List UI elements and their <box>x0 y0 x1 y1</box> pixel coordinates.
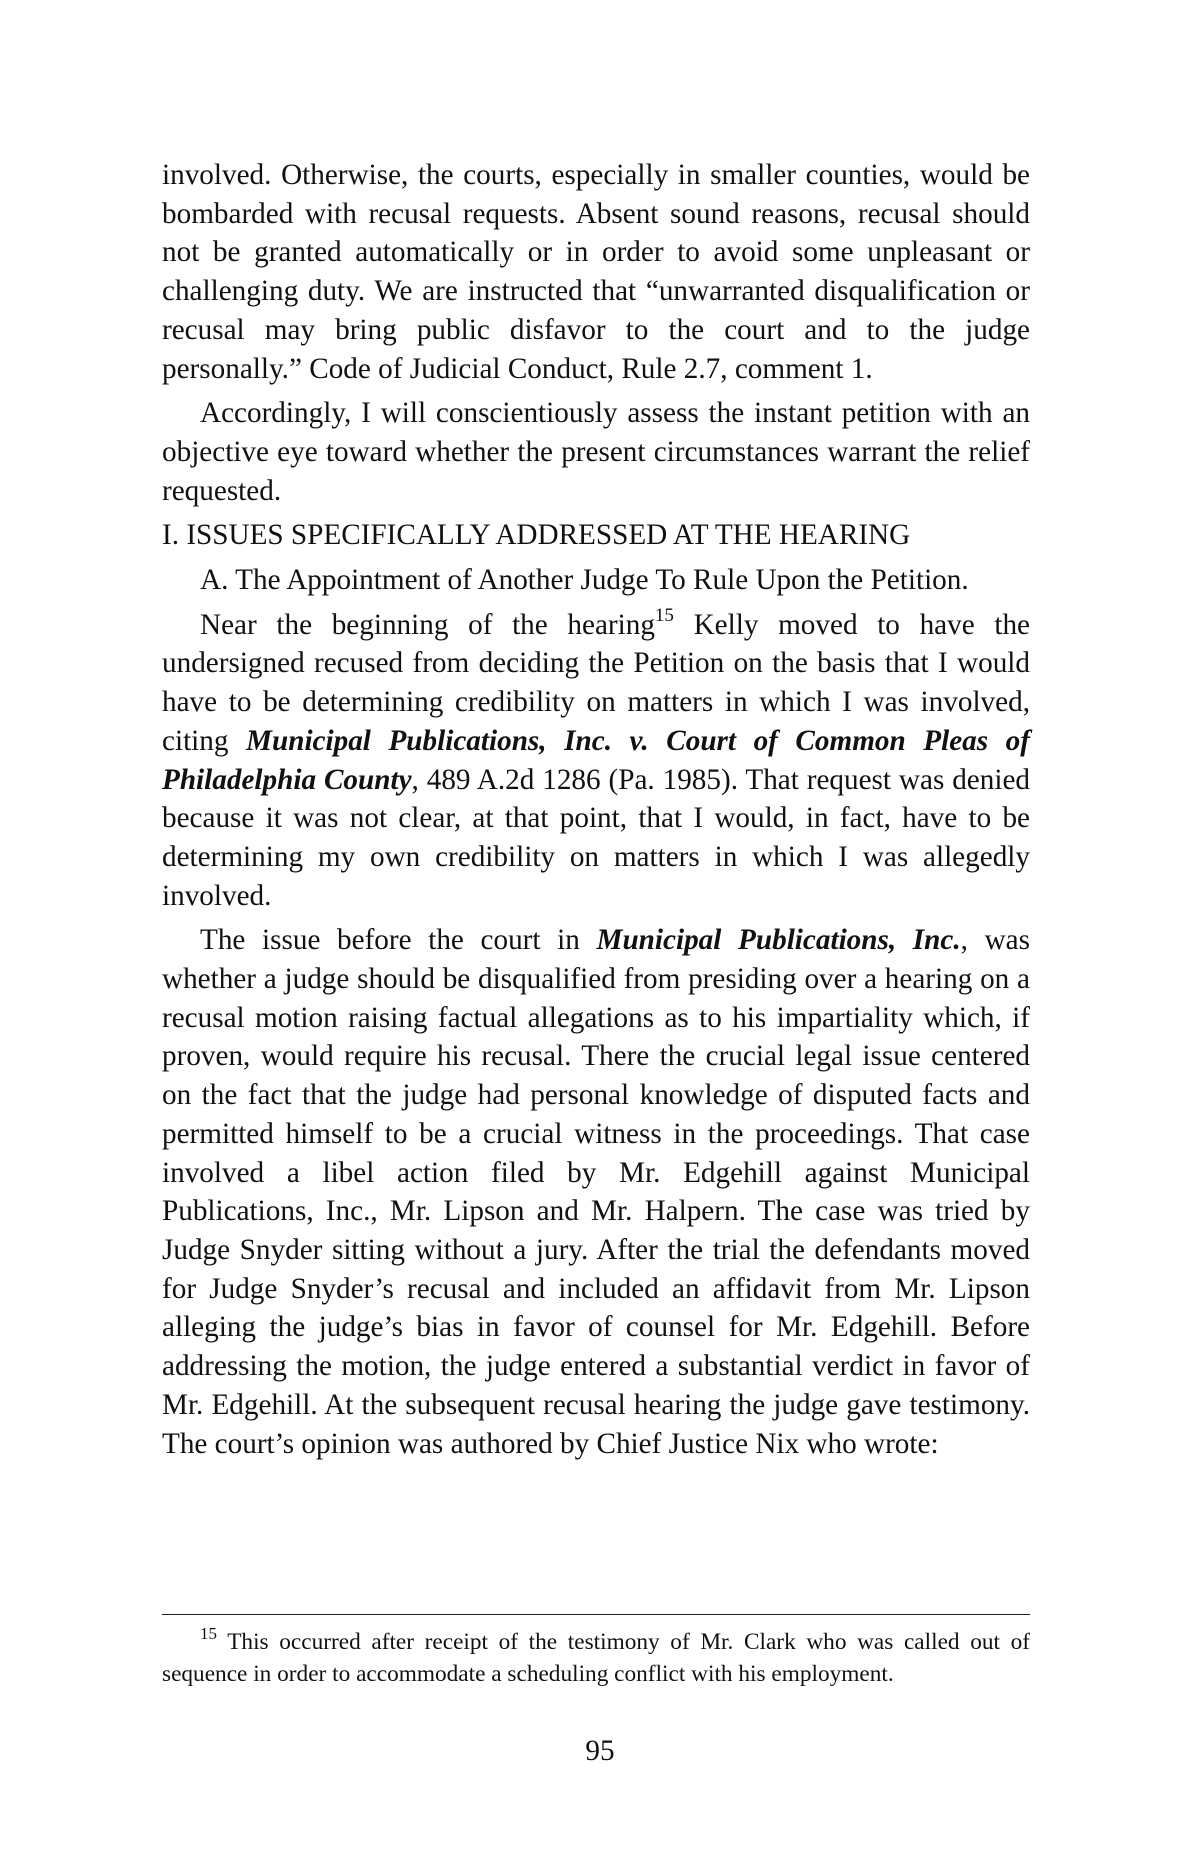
p4-text-before-case: The issue before the court in <box>200 924 597 957</box>
section-heading: I. ISSUES SPECIFICALLY ADDRESSED AT THE HEARING <box>162 519 911 552</box>
page-number: 95 <box>585 1735 615 1767</box>
footnote-reference: 15 <box>654 605 674 626</box>
case-citation-short: Municipal Publications, Inc. <box>596 924 961 957</box>
paragraph-near-beginning <box>162 606 1030 916</box>
p3-text-before-ref: Near the beginning of the hearing <box>200 608 655 641</box>
footnote-number: 15 <box>200 1624 217 1644</box>
footnote-divider <box>162 1614 1030 1615</box>
footnote-text: This occurred after receipt of the testimony of Mr. Clark who was called out of sequence in order to accommodate a scheduling conflict with his employment. <box>162 1629 1030 1687</box>
case-citation: Municipal Publications, Inc. v. Court of Common Pleas of Philadelphia County <box>162 724 1030 796</box>
p4-text-after-case: , was whether a judge should be disqualified from presiding over a hearing on a recusal motion raising factual allegations as to his impartiality which, if proven, would require his recusal. There the crucial legal issue centered on the fact that the judge had personal knowledge of disputed facts and permitted himself to be a crucial witness in the proceedings. That case involved a libel action filed by Mr. Edgehill against Municipal Publications, Inc., Mr. Lipson and Mr. Halpern. The case was tried by Judge Snyder sitting without a jury. After the trial the defendants moved for Judge Snyder’s recusal and included an affidavit from Mr. Lipson alleging the judge’s bias in favor of counsel for Mr. Edgehill. Before addressing the motion, the judge entered a substantial verdict in favor of Mr. Edgehill. At the subsequent recusal hearing the judge gave testimony. The court’s opinion was authored by Chief Justice Nix who wrote: <box>162 924 1030 1460</box>
paragraph-continuation: involved. Otherwise, the courts, especially in smaller counties, would be bombarded with recusal requests. Absent sound reasons, recusal should not be granted automatically or in order to avoid some unpleasant or challenging duty. We are instructed that “unwarranted disqualification or recusal may bring public disfavor to the court and to the judge personally.” Code of Judicial Conduct, Rule 2.7, comment 1. <box>162 159 1030 385</box>
p3-text-after-ref: Kelly moved to have the undersigned recused from deciding the Petition on the basis that I would have to be determining credibility on matters in which I was involved, citing <box>162 608 1030 757</box>
footnote <box>162 1626 1030 1690</box>
page-body <box>162 156 1030 1469</box>
paragraph-accordingly: Accordingly, I will conscientiously assess the instant petition with an objective eye toward whether the present circumstances warrant the relief requested. <box>162 397 1030 507</box>
p3-text-after-case: , 489 A.2d 1286 (Pa. 1985). That request was denied because it was not clear, at that point, that I would, in fact, have to be determining my own credibility on matters in which I was allegedly involved. <box>162 763 1030 912</box>
subsection-heading: A. The Appointment of Another Judge To Rule Upon the Petition. <box>200 564 969 597</box>
paragraph-issue-before-court <box>162 921 1030 1463</box>
